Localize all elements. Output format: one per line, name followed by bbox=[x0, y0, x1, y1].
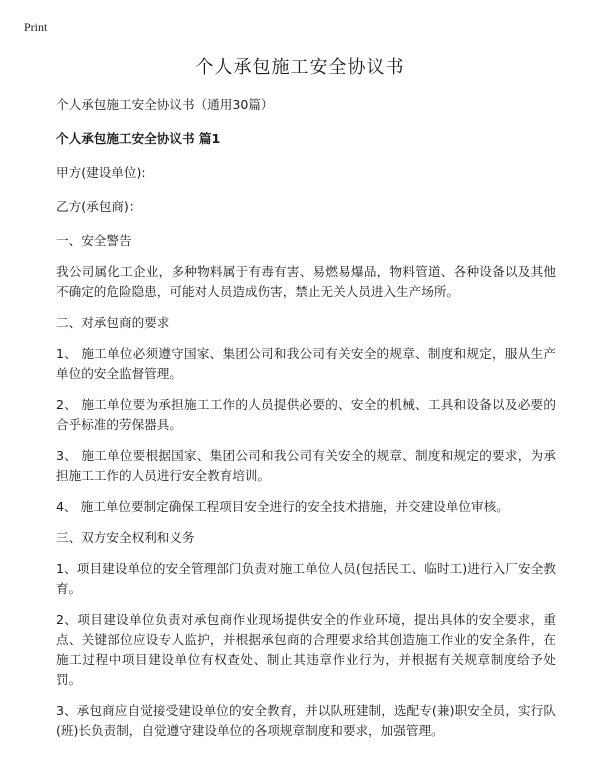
party-a-line: 甲方(建设单位): bbox=[56, 165, 146, 180]
requirement-item-3: 3、 施工单位要根据国家、集团公司和我公司有关安全的规章、制度和规定的要求，为承担施工工作的人员进行安全教育培训。 bbox=[56, 448, 556, 483]
paragraph-safety-warning: 我公司属化工企业，多种物料属于有毒有害、易燃易爆品，物料管道、各种设备以及其他不确定的危险隐患，可能对人员造成伤害，禁止无关人员进入生产场所。 bbox=[56, 264, 556, 299]
duty-item-1: 1、项目建设单位的安全管理部门负责对施工单位人员(包括民工、临时工)进行入厂安全教育。 bbox=[56, 561, 556, 596]
document-title: 个人承包施工安全协议书 bbox=[195, 57, 405, 78]
requirement-item-4: 4、 施工单位要制定确保工程项目安全进行的安全技术措施，并交建设单位审核。 bbox=[56, 499, 509, 514]
duty-item-3: 3、承包商应自觉接受建设单位的安全教育，并以队班建制，选配专(兼)职安全员，实行队(班)长负责制，自觉遵守建设单位的各项规章制度和要求，加强管理。 bbox=[56, 703, 556, 738]
requirement-item-2: 2、 施工单位要为承担施工工作的人员提供必要的、安全的机械、工具和设备以及必要的合乎标准的劳保器具。 bbox=[56, 397, 556, 432]
document-body bbox=[56, 95, 556, 741]
heading-contractor-requirements: 二、对承包商的要求 bbox=[56, 315, 170, 330]
print-link[interactable]: Print bbox=[24, 20, 48, 34]
heading-safety-warning: 一、安全警告 bbox=[56, 233, 132, 248]
requirement-item-1: 1、 施工单位必须遵守国家、集团公司和我公司有关安全的规章、制度和规定，服从生产单位的安全监督管理。 bbox=[56, 346, 556, 381]
section-heading: 个人承包施工安全协议书 篇1 bbox=[56, 131, 221, 146]
document-subtitle: 个人承包施工安全协议书（通用30篇） bbox=[56, 97, 274, 112]
party-b-line: 乙方(承包商)： bbox=[56, 199, 142, 214]
duty-item-2: 2、项目建设单位负责对承包商作业现场提供安全的作业环境，提出具体的安全要求，重点、关键部位应设专人监护，并根据承包商的合理要求给其创造施工作业的安全条件，在施工过程中项目建设单位有权查处、制止其违章作业行为，并根据有关规章制度给予处罚。 bbox=[56, 612, 556, 687]
heading-rights-obligations: 三、双方安全权利和义务 bbox=[56, 530, 195, 545]
